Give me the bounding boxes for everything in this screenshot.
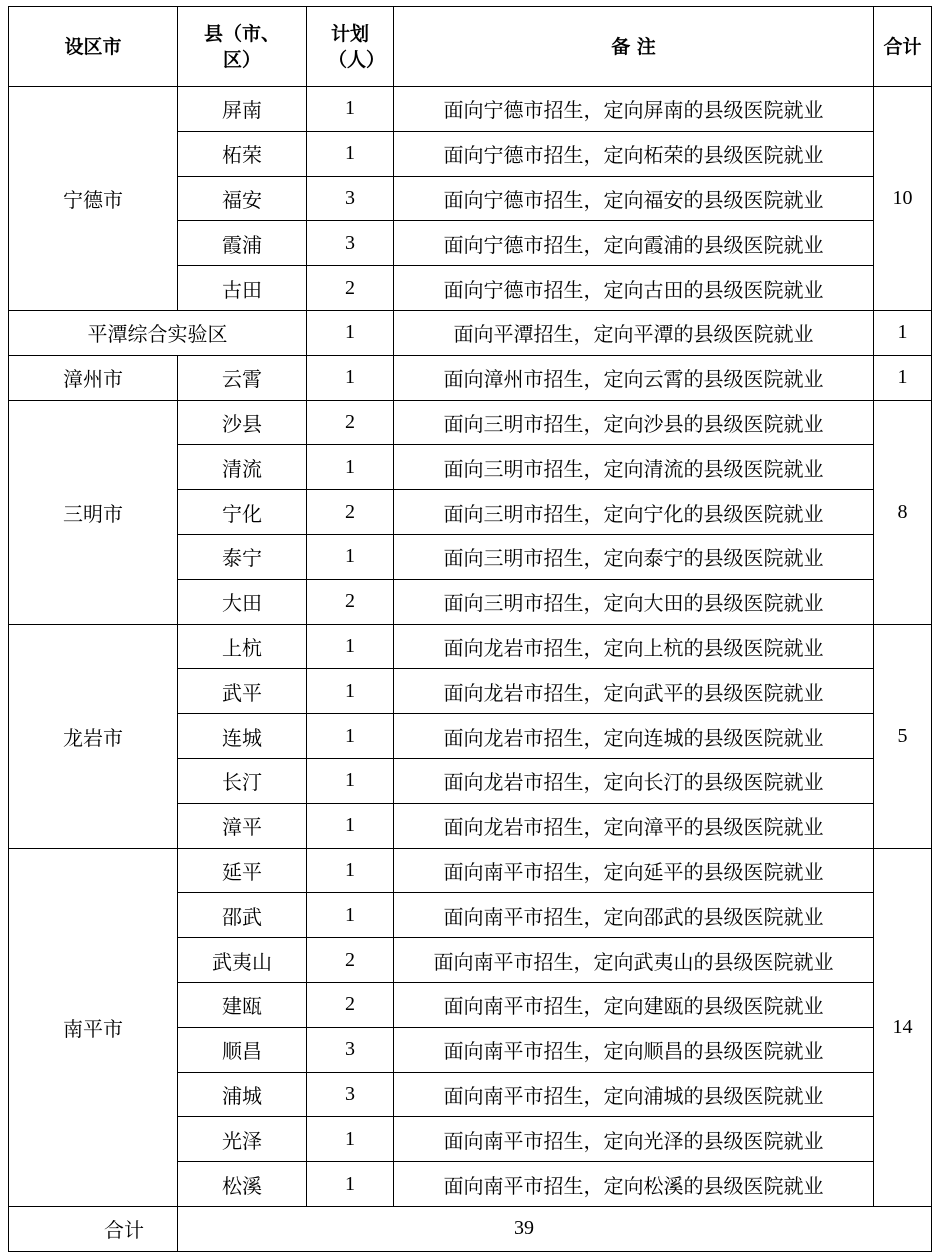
county-cell: 邵武: [178, 893, 307, 938]
remark-cell: 面向三明市招生，定向清流的县级医院就业: [394, 445, 874, 490]
city-cell: 龙岩市: [9, 624, 178, 848]
county-cell: 古田: [178, 266, 307, 311]
plan-cell: 3: [307, 1072, 394, 1117]
plan-cell: 1: [307, 669, 394, 714]
county-cell: 柘荣: [178, 131, 307, 176]
enrollment-plan-table: [8, 6, 932, 1252]
plan-cell: 1: [307, 131, 394, 176]
remark-cell: 面向龙岩市招生，定向长汀的县级医院就业: [394, 758, 874, 803]
county-cell: 顺昌: [178, 1027, 307, 1072]
table-row: [9, 624, 932, 669]
plan-cell: 1: [307, 87, 394, 132]
plan-cell: 1: [307, 1162, 394, 1207]
plan-cell: 2: [307, 490, 394, 535]
county-cell: 光泽: [178, 1117, 307, 1162]
county-cell: 松溪: [178, 1162, 307, 1207]
plan-cell: 1: [307, 624, 394, 669]
remark-cell: 面向龙岩市招生，定向武平的县级医院就业: [394, 669, 874, 714]
remark-cell: 面向南平市招生，定向建瓯的县级医院就业: [394, 982, 874, 1027]
county-cell: 泰宁: [178, 534, 307, 579]
table-row: [9, 848, 932, 893]
remark-cell: 面向龙岩市招生，定向上杭的县级医院就业: [394, 624, 874, 669]
plan-cell: 2: [307, 400, 394, 445]
county-cell: 连城: [178, 714, 307, 759]
county-cell: 上杭: [178, 624, 307, 669]
remark-cell: 面向宁德市招生，定向柘荣的县级医院就业: [394, 131, 874, 176]
county-cell: 延平: [178, 848, 307, 893]
plan-cell: 2: [307, 266, 394, 311]
header-county: [178, 7, 307, 87]
plan-cell: 1: [307, 758, 394, 803]
remark-cell: 面向三明市招生，定向大田的县级医院就业: [394, 579, 874, 624]
total-label: 合计: [9, 1206, 178, 1251]
total-value: 39: [178, 1206, 932, 1251]
plan-cell: 2: [307, 579, 394, 624]
city-cell: 南平市: [9, 848, 178, 1206]
remark-cell: 面向三明市招生，定向泰宁的县级医院就业: [394, 534, 874, 579]
table-body: [9, 87, 932, 1207]
table-row: [9, 87, 932, 132]
plan-cell: 1: [307, 1117, 394, 1162]
plan-cell: 2: [307, 982, 394, 1027]
header-plan: [307, 7, 394, 87]
remark-cell: 面向南平市招生，定向浦城的县级医院就业: [394, 1072, 874, 1117]
header-row: [9, 7, 932, 87]
subtotal-cell: 14: [874, 848, 932, 1206]
subtotal-cell: 1: [874, 355, 932, 400]
county-cell: 建瓯: [178, 982, 307, 1027]
remark-cell: 面向南平市招生，定向延平的县级医院就业: [394, 848, 874, 893]
county-cell: 武夷山: [178, 938, 307, 983]
county-cell: 清流: [178, 445, 307, 490]
plan-cell: 1: [307, 534, 394, 579]
county-cell: 漳平: [178, 803, 307, 848]
header-subtotal: 合计: [874, 7, 932, 87]
plan-cell: 3: [307, 1027, 394, 1072]
subtotal-cell: 1: [874, 310, 932, 355]
subtotal-cell: 10: [874, 87, 932, 311]
city-cell: 漳州市: [9, 355, 178, 400]
remark-cell: 面向龙岩市招生，定向连城的县级医院就业: [394, 714, 874, 759]
county-cell: 云霄: [178, 355, 307, 400]
county-cell: 宁化: [178, 490, 307, 535]
remark-cell: 面向平潭招生，定向平潭的县级医院就业: [394, 310, 874, 355]
total-row: [9, 1206, 932, 1251]
plan-cell: 1: [307, 445, 394, 490]
plan-cell: 3: [307, 221, 394, 266]
county-cell: 霞浦: [178, 221, 307, 266]
remark-cell: 面向南平市招生，定向光泽的县级医院就业: [394, 1117, 874, 1162]
table-row: [9, 400, 932, 445]
remark-cell: 面向南平市招生，定向顺昌的县级医院就业: [394, 1027, 874, 1072]
county-cell: 长汀: [178, 758, 307, 803]
remark-cell: 面向南平市招生，定向武夷山的县级医院就业: [394, 938, 874, 983]
plan-cell: 1: [307, 848, 394, 893]
table-row: [9, 355, 932, 400]
plan-cell: 1: [307, 355, 394, 400]
city-cell: 三明市: [9, 400, 178, 624]
county-cell: 武平: [178, 669, 307, 714]
city-cell: 宁德市: [9, 87, 178, 311]
remark-cell: 面向漳州市招生，定向云霄的县级医院就业: [394, 355, 874, 400]
plan-cell: 1: [307, 803, 394, 848]
header-remark: 备 注: [394, 7, 874, 87]
remark-cell: 面向龙岩市招生，定向漳平的县级医院就业: [394, 803, 874, 848]
table-row: [9, 310, 932, 355]
county-cell: 福安: [178, 176, 307, 221]
remark-cell: 面向宁德市招生，定向古田的县级医院就业: [394, 266, 874, 311]
plan-cell: 3: [307, 176, 394, 221]
header-plan-text: 计划（人）: [328, 22, 386, 71]
remark-cell: 面向宁德市招生，定向福安的县级医院就业: [394, 176, 874, 221]
remark-cell: 面向南平市招生，定向松溪的县级医院就业: [394, 1162, 874, 1207]
remark-cell: 面向三明市招生，定向宁化的县级医院就业: [394, 490, 874, 535]
city-cell: 平潭综合实验区: [9, 310, 307, 355]
plan-cell: 1: [307, 310, 394, 355]
remark-cell: 面向南平市招生，定向邵武的县级医院就业: [394, 893, 874, 938]
plan-cell: 2: [307, 938, 394, 983]
county-cell: 大田: [178, 579, 307, 624]
county-cell: 屏南: [178, 87, 307, 132]
subtotal-cell: 5: [874, 624, 932, 848]
header-city: 设区市: [9, 7, 178, 87]
remark-cell: 面向三明市招生，定向沙县的县级医院就业: [394, 400, 874, 445]
subtotal-cell: 8: [874, 400, 932, 624]
plan-cell: 1: [307, 714, 394, 759]
remark-cell: 面向宁德市招生，定向霞浦的县级医院就业: [394, 221, 874, 266]
county-cell: 沙县: [178, 400, 307, 445]
header-county-text: 县（市、区）: [203, 22, 280, 71]
remark-cell: 面向宁德市招生，定向屏南的县级医院就业: [394, 87, 874, 132]
plan-cell: 1: [307, 893, 394, 938]
county-cell: 浦城: [178, 1072, 307, 1117]
